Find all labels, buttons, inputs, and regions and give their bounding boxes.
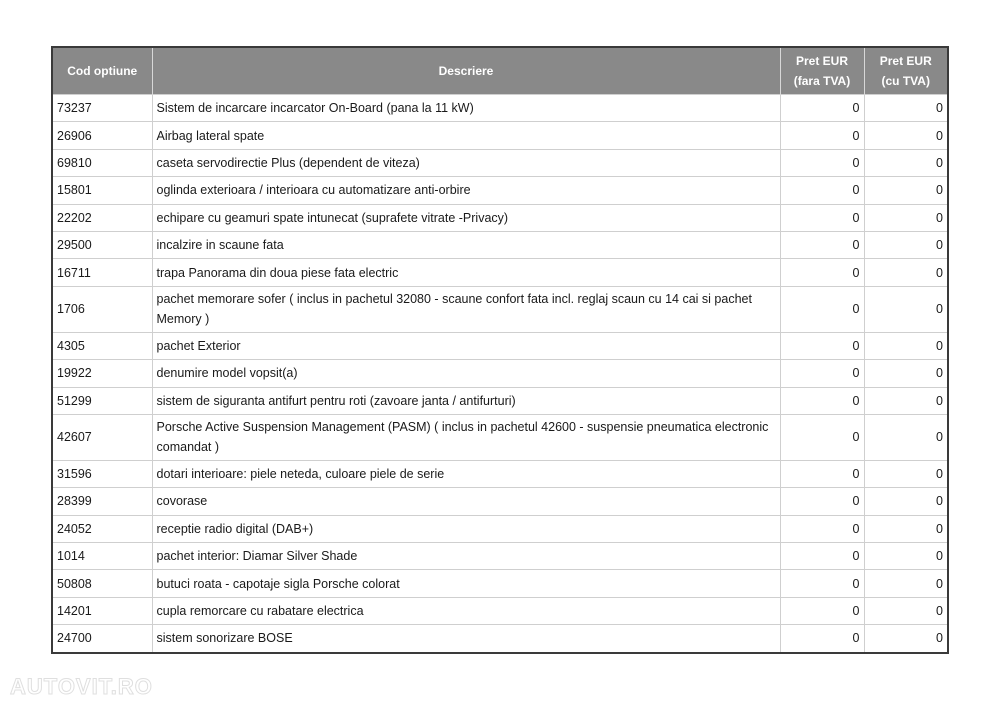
cell-price-vat: 0	[864, 259, 948, 286]
cell-price-no-vat: 0	[780, 95, 864, 122]
cell-description: sistem de siguranta antifurt pentru roti (zavoare janta / antifurturi)	[152, 387, 780, 414]
cell-price-vat: 0	[864, 332, 948, 359]
cell-price-no-vat: 0	[780, 414, 864, 460]
cell-code: 19922	[52, 360, 152, 387]
cell-price-no-vat: 0	[780, 122, 864, 149]
cell-code: 69810	[52, 149, 152, 176]
cell-code: 14201	[52, 597, 152, 624]
table-row	[52, 387, 948, 414]
cell-code: 28399	[52, 488, 152, 515]
table-body	[52, 95, 948, 653]
cell-price-no-vat: 0	[780, 286, 864, 332]
cell-description: pachet memorare sofer ( inclus in pachetul 32080 - scaune confort fata incl. reglaj scaun cu 14 cai si pachet Memory )	[152, 286, 780, 332]
cell-price-no-vat: 0	[780, 259, 864, 286]
header-price-no-vat-line1: Pret EUR	[795, 54, 848, 68]
cell-code: 1706	[52, 286, 152, 332]
cell-price-no-vat: 0	[780, 570, 864, 597]
table-row	[52, 149, 948, 176]
cell-price-vat: 0	[864, 543, 948, 570]
table-row	[52, 570, 948, 597]
cell-price-vat: 0	[864, 360, 948, 387]
cell-code: 16711	[52, 259, 152, 286]
cell-description: butuci roata - capotaje sigla Porsche colorat	[152, 570, 780, 597]
cell-code: 4305	[52, 332, 152, 359]
cell-description: oglinda exterioara / interioara cu automatizare anti-orbire	[152, 177, 780, 204]
cell-code: 73237	[52, 95, 152, 122]
table-row	[52, 259, 948, 286]
cell-description: sistem sonorizare BOSE	[152, 625, 780, 653]
cell-price-no-vat: 0	[780, 597, 864, 624]
cell-price-vat: 0	[864, 460, 948, 487]
cell-price-vat: 0	[864, 95, 948, 122]
cell-code: 22202	[52, 204, 152, 231]
cell-price-no-vat: 0	[780, 149, 864, 176]
cell-code: 15801	[52, 177, 152, 204]
cell-price-no-vat: 0	[780, 332, 864, 359]
cell-price-no-vat: 0	[780, 488, 864, 515]
table-row	[52, 460, 948, 487]
cell-price-no-vat: 0	[780, 515, 864, 542]
cell-price-no-vat: 0	[780, 204, 864, 231]
cell-price-vat: 0	[864, 286, 948, 332]
cell-price-vat: 0	[864, 231, 948, 258]
cell-description: echipare cu geamuri spate intunecat (suprafete vitrate -Privacy)	[152, 204, 780, 231]
cell-price-vat: 0	[864, 515, 948, 542]
header-price-no-vat-line2: (fara TVA)	[793, 74, 851, 88]
table-row	[52, 515, 948, 542]
table-row	[52, 543, 948, 570]
cell-description: covorase	[152, 488, 780, 515]
header-description: Descriere	[152, 47, 780, 95]
table-row	[52, 95, 948, 122]
cell-price-vat: 0	[864, 149, 948, 176]
cell-price-vat: 0	[864, 387, 948, 414]
cell-price-no-vat: 0	[780, 460, 864, 487]
table-row	[52, 625, 948, 653]
cell-description: dotari interioare: piele neteda, culoare piele de serie	[152, 460, 780, 487]
cell-price-vat: 0	[864, 488, 948, 515]
cell-code: 26906	[52, 122, 152, 149]
cell-description: pachet interior: Diamar Silver Shade	[152, 543, 780, 570]
cell-description: pachet Exterior	[152, 332, 780, 359]
cell-description: cupla remorcare cu rabatare electrica	[152, 597, 780, 624]
cell-code: 42607	[52, 414, 152, 460]
table-row	[52, 286, 948, 332]
cell-price-vat: 0	[864, 414, 948, 460]
cell-price-no-vat: 0	[780, 177, 864, 204]
table-row	[52, 332, 948, 359]
table-row	[52, 122, 948, 149]
cell-description: Porsche Active Suspension Management (PASM) ( inclus in pachetul 42600 - suspensie pneumatica electronic comandat )	[152, 414, 780, 460]
watermark-logo: AUTOVIT.RO	[10, 674, 153, 699]
table-row	[52, 414, 948, 460]
table-row	[52, 231, 948, 258]
cell-price-vat: 0	[864, 570, 948, 597]
header-price-vat-line2: (cu TVA)	[881, 74, 930, 88]
cell-description: incalzire in scaune fata	[152, 231, 780, 258]
header-price-vat	[864, 47, 948, 95]
cell-price-vat: 0	[864, 204, 948, 231]
cell-code: 1014	[52, 543, 152, 570]
cell-price-no-vat: 0	[780, 543, 864, 570]
header-price-no-vat	[780, 47, 864, 95]
options-table	[51, 46, 949, 654]
cell-price-no-vat: 0	[780, 625, 864, 653]
table-row	[52, 204, 948, 231]
cell-code: 24052	[52, 515, 152, 542]
cell-code: 24700	[52, 625, 152, 653]
cell-description: trapa Panorama din doua piese fata electric	[152, 259, 780, 286]
cell-code: 51299	[52, 387, 152, 414]
cell-price-no-vat: 0	[780, 231, 864, 258]
cell-price-vat: 0	[864, 625, 948, 653]
header-price-vat-line1: Pret EUR	[879, 54, 932, 68]
cell-description: caseta servodirectie Plus (dependent de viteza)	[152, 149, 780, 176]
cell-code: 29500	[52, 231, 152, 258]
table-row	[52, 488, 948, 515]
table-row	[52, 177, 948, 204]
table-row	[52, 360, 948, 387]
cell-price-vat: 0	[864, 122, 948, 149]
table-header-row	[52, 47, 948, 95]
cell-price-vat: 0	[864, 177, 948, 204]
header-code: Cod optiune	[52, 47, 152, 95]
table-row	[52, 597, 948, 624]
cell-price-no-vat: 0	[780, 387, 864, 414]
cell-code: 31596	[52, 460, 152, 487]
cell-description: receptie radio digital (DAB+)	[152, 515, 780, 542]
cell-price-vat: 0	[864, 597, 948, 624]
cell-code: 50808	[52, 570, 152, 597]
cell-description: Sistem de incarcare incarcator On-Board (pana la 11 kW)	[152, 95, 780, 122]
cell-description: Airbag lateral spate	[152, 122, 780, 149]
cell-price-no-vat: 0	[780, 360, 864, 387]
cell-description: denumire model vopsit(a)	[152, 360, 780, 387]
